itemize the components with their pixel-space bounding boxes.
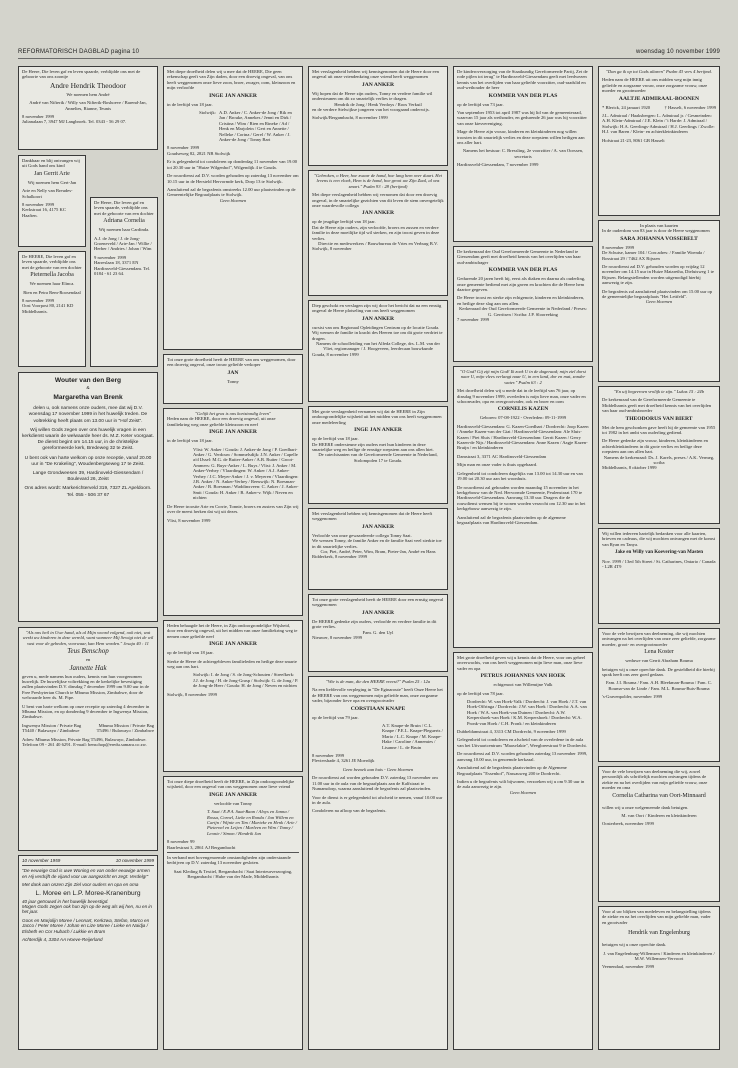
notice-name-1: Teus Benschop (67, 647, 109, 656)
thanks-van-oort (598, 766, 720, 902)
notice-address: Goudseweg 82, 2821 NB Stolwijk (167, 150, 231, 156)
notice-date: Stolwijk, 8 november (312, 246, 352, 252)
obituary-anker-school (308, 300, 448, 402)
notice-text: De HEERE gedenke zijn ouders, verloofde en verdere familie in dit grote verlies. (312, 618, 437, 630)
notice-sign: Kerkenraad der Oud Gereformeerde Gemeente in Nederland / Preses: G. Gerritsen / Scriba: J.P. Slooreeking (459, 306, 587, 317)
notice-address: Baarlestraat 3, 2861 AJ Bergambacht (167, 844, 236, 850)
obituary-anker-employer (163, 354, 303, 404)
anniversary-list: Mogen Gods zegen ook hun zijn op de weg als wij hen, nu en in het jaar. (22, 904, 152, 915)
wedding-text-3: U bent ook van harte welkom op onze receptie, vanaf 20.00 uur in "De Krakeling", Woudenbergseweg 17 te Zeist. (24, 455, 152, 467)
notice-parents: Arie en Nelly van Breudes-Schalkoort (22, 188, 73, 199)
notice-name-2: Jannette Hak (69, 663, 107, 672)
notice-intro: Tot onze grote droefheid heeft de HEERE van ons weggenomen, door een droevig ongeval, onze trouw geliefde verkoper (167, 357, 296, 368)
notice-text-2: De rouwdienst zal D.V. gehouden worden op vrijdag 12 november om 14.15 uur in Huize Mataretha, Dieluisweg 1 te Rijssen. Belangstellenden worden uitgenodigd hierbij aanwezig te zijn. (602, 264, 714, 286)
notice-text: Van september 1953 tot april 1987 was hij lid van de gemeenteraad, waarvan 15 jaar als wethouder, en gedurende 26 jaar was hij voorzitter van onze kiesvereniging. (457, 110, 587, 126)
obituary-anker-friends (308, 66, 448, 166)
notice-text: Voor de dienst is er gelegenheid tot afscheid te nemen, vanaf 10.00 uur in de aula. (312, 794, 443, 805)
notice-name: Hendrik van Engelenburg (628, 930, 690, 937)
notice-family: Dordrecht: W. van Hoek-Valk / Dordrecht: J. van Hoek / J.T. van Hoek-Offringa / Dordrecht: J.W. van Hoek / Dordrecht: A.A. van Hoek / W.A. van Hoek-van Duinen / Dordrecht: A.W. Kerpershoek-van Hoek / K.M. Kerpershoek / Dordrecht: W.A. Pronk-van Hoek / C.H. Pronk / en kleinkinderen (467, 699, 587, 726)
notice-age: op de leeftijd van 78 jaar. (457, 690, 504, 696)
notice-family: Vlist: W. Anker / Gouda: J. Anker-de Jong / P. Goedhart-Anker / G. Verdouw / Sommelsdijk: J.N. Anker / Capelle a/d IJssel: M.G. de Ruiter-Anker / A.B. Ruiter / Groot-Ammers: G. Buys-Anker / L. Buys / Vlist: J. Anker / M. Anker-Verhey / Vlaardingen: W. Anker / A.J. Anker-Verhey / J.C. Meyer-Anker / J. v. Meyeren / Vlaardingen: J.B. Anker / N. Anker-Verhey / Reeuwijk: N. Boesman-Anker / B. Boesman / Waddinxveen: C. Anker / J. Anker-Smit / Gouda: H. Anker / B. Anker-v. Wijk / Neven en nichten (193, 446, 299, 501)
notice-place: Stolwijk: (199, 110, 217, 116)
obituary-knape (308, 676, 448, 1050)
notice-date: Ridderkerk, 8 november 1999 (312, 554, 368, 560)
obituary-van-hoek (453, 652, 593, 1050)
header-left: REFORMATORISCH DAGBLAD pagina 10 (18, 49, 140, 55)
notice-intro: Diep geschokt en verslagen zijn wij door het bericht dat na een ernstig ongeval de Heere plotseling van ons heeft weggenomen (312, 303, 442, 314)
anniversary-text: Met dank aan onzen Zijn Ziel voor ouders en opa en oma (22, 882, 139, 888)
notice-name: JAN ANKER (361, 81, 395, 88)
notice-sign: Fam. G. den Uyl (362, 629, 394, 635)
wedding-ampersand: & (86, 386, 90, 391)
notice-flowers: Geen bezoek aan huis - Geen bloemen (342, 766, 414, 772)
notice-date: 7 november 1999 (457, 317, 490, 323)
notice-name: PETRUS JOHANNES VAN HOEK (480, 673, 566, 680)
wedding-text-2: Wij willen Gods zegen over ons huwelijk vragen in een kerkdienst waarin de welwaarde heer ds. M.Z. Keter voorgaat. De dienst begint om 14.15 uur, in de christelijke gereformeerde kerk, Bredeweg 32 te Zeist. (22, 427, 154, 452)
notice-name: INGE JAN ANKER (354, 427, 402, 434)
notice-flowers: Geen bloemen (645, 299, 673, 305)
notice-intro: In plaats van kaarten (639, 223, 679, 228)
notice-funeral: De rouwdienst zal worden gehouden D.V. zaterdag 13 november om 11.00 uur in de aula van de begraafplaats aan de Kalfstraat te Numansdorp, waarna aansluitend de begrafenis zal plaatsvinden. (312, 775, 438, 792)
notice-intro: Heden nam de HEERE uit ons midden weg mijn innig geliefde en zorgzame vrouw, onze zorgzame vrouw, onze moeder en grootmoeder (602, 77, 708, 94)
wedding-text-5: Ons adres wordt: Markerichterveld 319, 7327 ZL Apeldoorn. Tel. 055 - 506 37 67 (24, 486, 152, 498)
anniversary-notice-kranenburg (18, 855, 158, 1050)
wedding-name-2: Margaretha van Brenk (53, 394, 123, 402)
notice-text: Voor de vele bewijzen van deelneming die wij, zowel persoonlijk als schriftelijk mochten ontvangen tijdens de ziekte en na het overlijden van mijn geliefde vrouw, onze moeder en oma (602, 769, 708, 791)
notice-family: Hendrik de Jong / Henk Verdoys / Roos Verkuil (334, 101, 422, 107)
obituary-anker-catechism (308, 406, 448, 504)
notice-text-2: betuigen wij u onze oprechte dank. (602, 942, 667, 948)
notice-sub: verloofde van Tonny (213, 800, 253, 806)
notice-name: AALTJE ADMIRAAL-BOONEN (618, 95, 700, 102)
notice-quote: "Gelijk het gras is ons kortstondig leven" (195, 411, 271, 416)
notice-text: Gelegenheid tot condoleren en afscheid van de overledene in de aula van het Uitvaartcentrum "Maasvlakte", Weegbreestraat 9 te Dordrecht. (457, 737, 587, 748)
notice-sign: Tonny (227, 378, 239, 384)
notice-text-2: We wensen Tonny, de familie Anker en de familie Saat veel sterkte toe in dit smartelijke verlies. (312, 538, 442, 549)
notice-text: Dat de Heere zijn ouders, zijn verloofde, broers en zussen en verdere familie in deze moeilijke tijd wil sterken, en zijn troost geven in deze verlies. (312, 224, 440, 241)
notice-named: Wij noemen haar Cardinda. (98, 227, 150, 233)
notice-sign: Cor, Piet, André, Peter, Wim, Bram, Pieter-Jan, André en Hans (320, 549, 436, 555)
notice-closing: Condoleren na afloop van de begrafenis. (312, 808, 387, 814)
notice-intro: De Heere, Die leven gaf en leven spaarde, verblijdde ons met de geboorte van ons zoontje (22, 69, 141, 80)
notice-text-2: De Heere gedenke zijn vrouw, kinderen, kleinkinderen en achterkleinkinderen in dit grote verlies en heilige deze roepstem aan ons allen hart. (602, 438, 708, 455)
notice-name: Jan Gerrit Arie (34, 170, 70, 177)
notice-address: De Schutse, kamer 104 / Corr.adres: / Familie Woenda / Bosstraat 29 / 7462 AX Rijssen (602, 250, 705, 261)
notice-text: Wij wensen de familie in kracht des Heeren toe om dit grote verdriet te dragen. (312, 330, 443, 341)
notice-name: Cornelia Catharina van Oort-Minnaard (612, 792, 706, 799)
notice-name: KOMMER VAN DER PLAS (488, 267, 558, 274)
notice-family: Stolwijk: I. de Jong / S. de Jong-Schouten / Streefkerk: J.J. de Jong / H. de Jong-Grasp / Stolwijk: G. de Jong / P. de Jong-de Heer / Gouda: H. de Jong / Neven en nichten (193, 672, 299, 689)
notice-intro: Tot onze diepe droefheid heeft de HEERE, in Zijn ondoorgrondelijke wijsheid, door een ongeval van ons weggenomen onze lieve vriend (167, 779, 295, 790)
notice-date: 8 november 1999 (602, 244, 635, 250)
notice-address-3: Adres: Mbuma Mission, Private Bag T5496, Bulawayo, Zimbabwe. Telefoon 09 - 261 40 6291. E-mail: benschop@eredu.samara.co.zw. (22, 736, 147, 748)
obituary-kazen (453, 366, 593, 648)
anniversary-date-2: 10 november 1999 (115, 858, 154, 863)
notice-flowers: Geen bloemen (219, 197, 247, 203)
notice-name: INGE JAN ANKER (209, 429, 257, 436)
notice-sub: weduwe van Gerrit Abraham Bouma (625, 658, 693, 664)
notice-name: CORNELIS KAZEN (497, 406, 549, 413)
notice-quote: "Gebroken, o Heer, hoe zwaar de hand, hoe lang hem over duurt. Het levens is een vloek, Hem is de hand, hoe groot uw Zijn Zaal, al ons smart." Psalm 93 : 28 (berijmd) (314, 173, 442, 189)
obituary-vossebelt (598, 220, 720, 382)
notice-text-2: U bent van harte welkom op onze receptie op zaterdag 4 december in Mbuma Mission, en op donderdag 9 december te Ingwenya Mission, Zimbabwe. (22, 703, 150, 720)
obituary-anker-family (163, 66, 303, 350)
notice-text-3: De begrafenis zal aansluitend plaatsvinden om 15.00 uur op de gemeentelijke begraafplaats "Het Lettfeld". (602, 288, 713, 300)
birth-notice-gerrit (18, 155, 86, 247)
birth-notice-cornelia (90, 197, 158, 367)
obituary-anker-colleagues (308, 170, 448, 296)
wedding-text-1: delen u, ook namens onze ouders, mee dat wij D.V. woensdag 17 november 1999 in het huwelijk treden. De voltrekking heeft plaats om 13.00 uur in "Hof Zeist". (28, 406, 148, 424)
notice-shops: Saat Kleding & Textiel, Bergambacht / Saat Interieurverzorging, Bergambacht / Hube van der Made, Middelharnis (173, 868, 293, 880)
notice-date: Veenendaal, november 1999 (602, 964, 655, 970)
notice-sign: De catechisanten van de Gereformeerde Gemeente in Nederland, Stolompolen 17 te Gouda. (318, 452, 438, 463)
notice-text-2: Mage de Heere zijn vrouw, kinderen en kleinkinderen nog willen troosten in dit smartelijk verlies en deze roepstem willen heiligen aan ons aller hart. (457, 129, 585, 146)
notice-date: 8 november 99 (167, 839, 195, 845)
notice-family: Fam. J.I. Bouma / Fam. A.H. Bleekman-Bouma / Fam. C. Bouma-van de Linde / Fam. M.L. Bouma-Buis-Bouma (605, 680, 713, 691)
notice-age: op de leeftijd van 18 jaar. (167, 650, 214, 656)
obituary-anker-cousins (163, 620, 303, 772)
notice-age: op de jeugdige leeftijd van 18 jaar. (312, 219, 376, 225)
obituary-anker-inlaws (163, 776, 303, 1050)
engagement-notice-hak (18, 627, 158, 851)
notice-text: Met de hem geschonken gave heeft hij de gemeente van 1955 tot 1982 in het ambt van ouderling gediend. (602, 424, 716, 436)
notice-intro: De kerkenraad der Oud Gereformeerde Gemeente in Nederland te Giessendam geeft met droefheid kennis van het overlijden van haar oud-ambtsdrager (457, 249, 581, 265)
notice-family: J.L. Admiraal / Haaksbergen: L. Admiraal jr. / Gesmeinden: A.H. Klein-Admiraal / J.E. Klein / 't Harde: J. Admiraal / Stolwijk: H.A. Geerlings-Admiraal / H.J. Geerlings / Zwolle: H.J. van Baren / Klein- en achterkleinkinderen (602, 113, 715, 135)
notice-name: INGE JAN ANKER (209, 92, 257, 99)
notice-text-4: Indien u de begrafenis wilt bijwonen, verzoeken wij u om 9.30 uur in de aula aanwezig te zijn. (457, 778, 585, 790)
notice-text: Voor al uw blijken van medeleven en belangstelling tijdens de ziekte en na het overlijden van mijn geliefde man, vader en grootvader (602, 909, 711, 925)
notice-name: JAN ANKER (361, 315, 395, 322)
notice-sign: Namens de kerkenraad: Ds. J. Karels, preses / A.K. Vermeg, scriba (603, 454, 715, 466)
notice-text-3: De rouwdienst zal gehouden worden maandag 15 november in het kerkgebouw van de Ned. Hervormde Gemeente, Peulenstraat 170 te Hardinxveld-Giessendam. Aanvang 13.30 uur. Dragers die de rouwdienst wensen bij te wonen worden verzocht om 12.30 uur in het kerkgebouw aanwezig te zijn. (457, 484, 586, 512)
notice-quote: "Wie is de man, die den HEERE vreest?" Psalm 25 : 12a (325, 679, 431, 684)
notice-name: JAN ANKER (361, 210, 395, 217)
notice-text: Voor de vele bewijzen van deelneming, die wij mochten ontvangen na het overlijden van onze zeer geliefde, zorgzame moeder, groot- en overgrootmoeder (602, 631, 716, 647)
notice-name: JAN ANKER (361, 609, 395, 616)
obituary-anker-coworkers (308, 508, 448, 590)
notice-dates: Geboren: 07-08-1922 - Overleden: 09-11-1999 (479, 415, 567, 421)
notice-named: We noemen hem André (66, 91, 110, 97)
notice-name: KOMMER VAN DER PLAS (488, 92, 558, 99)
anniversary-date-1: 10 november 1959 (22, 858, 61, 863)
notice-intro: Tot onze grote verslagenheid heeft de HEERE door een ernstig ongeval weggenomen (312, 597, 444, 608)
notice-date: Vlist, 8 november 1999 (167, 517, 211, 523)
anniversary-address: Achterdijk 4, 3304 AA Hoeve-Reijerland (22, 937, 103, 943)
birth-notice-theodoor (18, 66, 158, 150)
notice-address: Nov. 1999 / 13ed 5th Street / St. Catharines, Ontario / Canada - L2R 4T9 (602, 558, 716, 570)
notice-intro: Met diepe droefheid delen wij u mee dat de HEERE, Die geen rekenschap geeft van Zijn daden, door een droevig ongeval, van ons heeft weggenomen onze lieve zoon, broer, zwager, oom, kleinzoon en mijn verloofde (167, 69, 296, 91)
notice-text-3: Aansluitend zal de begrafenis plaatsvinden op de Algemene Begraafplaats "Essenhof", Nassauweg 200 te Dordrecht. (457, 765, 567, 776)
notice-name: Andre Hendrik Theodoor (49, 80, 127, 90)
obituary-admiraal (598, 66, 720, 216)
notice-text-2: Gelegenheid tot condoleren dagelijks van 13.00 tot 14.30 uur en van 19.00 tot 20.30 uur aan het woonhuis. (457, 470, 583, 482)
notice-sign: J. van Engelenburg-Willemsen / Kinderen en kleinkinderen / M.W. Willemsen-Vervoort (603, 950, 715, 962)
notice-text: geven u, mede namens hun ouders, kennis van hun voorgenomen huwelijk. De huwelijkse voltrekking en de kerkelijke bevestiging zullen plaatsvinden D.V. dinsdag 7 december 1999 om 9.00 uur in de Free Presbyterian Church te Mbuma Mission, Zimbabwe, door de welwaarde heer ds. M. Pipe. (22, 673, 149, 701)
notice-date: Oosterbeek, november 1999 (602, 821, 654, 827)
anniversary-kids: Goos en Marjolijn Moree / Lennart, Kerkzwa, Stefan, Marco en Jacco / Peter Moree / Johan en Lize Moree / Lieke en Naidja / Elsbeth en Cor Hubach / Lukkie en Bram (22, 917, 150, 934)
notice-born: * Blerick, 24 januari 1920 (602, 104, 651, 110)
notice-text: Wij willen iedereen hartelijk bedanken voor alle kaarten, brieven en cadeaus, die wij mochten ontvangen met de komst van Ryan en Tanya. (602, 531, 716, 547)
notice-family: Hardinxveld-Giessendam: G. Kazen-Goedhart / Dordrecht: Joop Kazen / Anneke Kazen-van der Giat / Hardinxveld-Giessendam: Ale Sluis-Kazen / Piet Sluis / Hardinxveld-Giessendam: Gerrit Kazen / Gerry Kazen-de Nijs / Hardinxveld-Giessendam: Anne Kazen / Aagje Kazen-Bruijn / en kleinkinderen (457, 423, 589, 451)
notice-text: Gedurende 20 jaren heeft hij, eerst als diaken en daarna als ouderling, onze gemeente bediend met zijn gaven en krachten die de Heere hem daartoe gegeven. (457, 276, 586, 293)
notice-age: op de leeftijd van 73 jaar. (457, 101, 504, 107)
notice-age: in de leeftijd van 18 jaar. (167, 438, 213, 444)
anniversary-names: L. Moree en L.P. Moree-Kranenburg (35, 889, 141, 897)
notice-name: Jake en Willy van Koevering-van Masten (614, 550, 703, 556)
notice-date: 9 november 1999 (94, 254, 127, 260)
notice-name: JAN (227, 369, 239, 376)
notice-intro: Met droefheid delen wij u mede dat in de leeftijd van 76 jaar, op dinsdag 9 november 1999, overleden is mijn lieve man, onze vader en schoonvader, opa en overgrootvader, ook en broer en oom (457, 388, 586, 405)
notice-after: Aansluitend zal de begrafenis omstreeks 12.00 uur plaatsvinden op de Gemeentelijke Begraafplaats te Stolwijk. (167, 186, 296, 198)
notice-intro: Heden behaagde het de Heere, in Zijn ondoorgrondelijke Wijsheid, door een droevig ongeval, uit het midden van onze familiekring weg te nemen onze geliefde neef (167, 623, 298, 639)
notice-date: Stolwijk/Bergambacht, 8 november 1999 (312, 115, 388, 121)
notice-intro: De kinderoverzorging van de Staatkundig Gereformeerde Partij, Zet de rode pijlen tot terug" te Hardinxveld-Giessendam geeft met leedwezen kennis van het overlijden van haar geliefde voorzitter, oud-raadslid en oud-wethouder de heer (457, 69, 588, 91)
notice-family: T. Saat / E.P.A. Saat-Baan / Aloys en Janna / Rossa, Cornel, Lieke en Ronda / Jan Willem en Carijn / Wijnie en Tim / Marieke en Henk / Arie / Pieternel en Leijen / Marleen en Wim / Tonny / Leonie / Simon / Hendrik Jan (207, 809, 297, 836)
notice-sub: cursist van ons Regionaal Opleidingen Centrum op de locatie Gouda. (312, 324, 440, 330)
notice-intro: Met diepe verslagenheid hebben wij vernomen dat door een droevig ongeval, in de smartelijke gezichten van dit leven de stem onvergetelijk onze waardevolle collega (312, 192, 444, 209)
notice-address: Damstraat 3, 3371 AC Hardinxveld-Giessendam (457, 453, 547, 459)
notice-text: Sterke de Heere de achtergebleven familieleden en heilige deze smarte weg aan ons hart. (167, 658, 297, 670)
notice-date: 's-Gravenpolder, november 1999 (602, 694, 663, 700)
notice-sign: M. van Oort / Kinderen en kleinkinderen (621, 813, 697, 819)
notice-intro: De kerkenraad van de Gereformeerde Gemeente te Middelharnis geeft met droefheid kennis van het overlijden van haar oud-ambtsbroeder (602, 397, 712, 414)
notice-address-1: Ingwenya Mission / Private Bag T5440 / Bulawayo / Zimbabwe (22, 722, 82, 734)
notice-address: Hofstraat 21-23, 8061 GB Hasselt (602, 137, 665, 143)
notice-age: op de leeftijd van 79 jaar. (312, 714, 359, 720)
notice-name: INGE JAN ANKER (209, 791, 257, 798)
notice-name: JAN ANKER (361, 523, 395, 530)
notice-text: In de ouderdom van 83 jaar is door de Heere weggenomen (602, 228, 710, 234)
notice-date: Hardinxveld-Giessendam, 7 november 1999 (457, 162, 539, 168)
anniversary-sub: 40 jaar getrouwd in het huwelijk bevestigd. (22, 898, 109, 904)
notice-text: Mijn man en onze vader is thuis opgebaard. (457, 462, 538, 468)
notice-address: Julianalaan 7, 3947 MJ Langbroek. Tel. 0343 - 56 29 07. (22, 119, 127, 125)
obituary-anker-grandparents (163, 408, 303, 616)
notice-address: Pleviershade 4, 3261 JE Moerdijk (312, 758, 375, 764)
notice-date: Gouda, 8 november 1999 (312, 351, 359, 357)
notice-intro: De HEERE, Die leven gaf en leven spaarde, verblijdde ons met de geboorte van een dochter (22, 254, 82, 270)
notice-sign: Namens het bestuur: C. Bressling, 2e voorzitter / A. van Oorssen, secretaris (462, 148, 584, 159)
notice-quote: "Dan ga ik op tot Gods altaren" Psalm 43 vers 4 berijmd. (605, 69, 713, 74)
notice-bottom: In verband met bovengenoemde omstandigheden zijn onderstaande bedrijven op D.V. zaterdag 13 november gesloten. (167, 855, 291, 866)
notice-age: in de leeftijd van 18 jaar. (167, 101, 213, 107)
notice-date: 8 november 1999 (312, 753, 345, 759)
notice-text-2: willen wij u onze welgemeende dank betuigen. (602, 804, 689, 810)
notice-text-2: De rouwdienst zal D.V. worden gehouden zaterdag 13 november 1999, aanvang 10.00 uur, in genoemde kerkzaal. (457, 751, 588, 762)
notice-family: A.T. Knape-de Bruin / C.L. Knape / P.E.L. Knape-Pleguerts / Mario / L.C. Knape / M. Knape-Hake / Caroline / Annemies / Lisanne / L. de Bruin (382, 723, 443, 750)
notice-text-2: De Heere troost en sterke zijn echtgenote, kinderen en kleinkinderen, en heilige deze slag aan ons allen. (457, 295, 585, 306)
header-right: woensdag 10 november 1999 (635, 49, 720, 55)
notice-name: THEODORUS VAN BIERT (625, 415, 693, 422)
notice-intro: Dankbaar en blij ontvangen wij uit Gods hand ons kind (22, 158, 80, 169)
notice-name: Pieternella Jacoba (30, 272, 74, 279)
birth-notice-pieternella (18, 251, 86, 367)
notice-text-2: betuigen wij u onze oprechte dank. De gesteldheid die hierbij sprak heeft ons zeer goed gedaan. (602, 666, 715, 678)
anniversary-quote: "De eeuwige God is uwe Woning en van onder eeuwige armen en Hij verdrijft de vijand voor uw aangezicht en zegt: Verdelg!" (22, 868, 150, 879)
notice-parents: André van Nifterik / Willy van Nifterik-Boshoeve / Barend-Jan, Annelies, Rianne, Teunis (29, 100, 147, 111)
notice-quote: "O God! Gij zijt mijn God! Ik zoek U in de dageraad; mijn ziel dorst naar U, mijn vlees verlangt naar U, in een land, dor en mat, zonder water." Psalm 63 : 2 (460, 369, 586, 385)
notice-date: Nieuwer, 8 november 1999 (312, 635, 363, 641)
notice-intro: Met grote verslagenheid vernamen wij dat de HEERE in Zijn ondoorgrondelijke wijsheid uit het midden van ons heeft weggenomen onze medeleerling (312, 409, 442, 425)
notice-parents: Rien en Petra Rem-Roosendaal (23, 289, 81, 295)
notice-funeral: Er is gelegenheid tot condoleren op donderdag 11 november van 19.00 tot 20.30 uur in "Huize Wilgenhof", Wilgendijk 4 te Gouda. (167, 159, 298, 170)
notice-named: Wij noemen hem Gert-Jan (27, 179, 77, 185)
notice-flowers: Geen bloemen (509, 789, 537, 795)
notice-address: Dubbeldamstraat 4, 3313 CM Dordrecht, 9 november 1999 (457, 729, 566, 735)
notice-text: De Heere troostte Arie en Corrie, Tonnie, broers en zusters van Zijn wij over de meest herken dat wij uit dezes. (167, 503, 299, 515)
notice-age: op de leeftijd van 18 jaar. (312, 436, 359, 442)
notice-date: Stolwijk, 8 november 1999 (167, 691, 218, 697)
wedding-name-1: Wouter van den Berg (54, 377, 122, 384)
notice-date: 8 november 1999 (22, 298, 55, 304)
notice-intro: Na een liefdevolle verpleging in "De Eginaroute" heeft Onze Heere het de HEERE van ons weggenomen mijn geliefde man, onze zorgzame vader, bijzonder lieve opa en overgrootvader (312, 687, 443, 704)
notice-intro: Heden nam de HEERE, door een droevig ongeval, uit onze familiekring weg onze geliefde kleinzoon en neef (167, 416, 276, 427)
thanks-van-engelenburg (598, 906, 720, 1050)
notice-date: 8 november 1999 (22, 114, 55, 120)
page-header (18, 46, 720, 59)
notice-sign: Directie en medewerkers / Bouwbureau de Vries en Verburg B.V. (318, 241, 438, 247)
obituary-plas-party (453, 66, 593, 242)
notice-name: Adriana Cornelia (103, 218, 145, 225)
notice-name: Lena Koster (644, 649, 674, 656)
notice-intro: Met verslagenheid hebben wij kennisgenomen dat de Heere heeft weggenomen (312, 511, 433, 522)
notice-intro: Met verslagenheid hebben wij kennisgenomen dat de Heere door een ongeval uit onze vriendenkring onze vriend heeft weggenomen (312, 69, 439, 80)
notice-date: Middelharnis, 8 oktober 1999 (602, 465, 657, 471)
notice-service: De rouwdienst zal D.V. worden gehouden op zaterdag 13 november om 10.15 uur in de Hersteld Hervormde kerk, Dorp 13 te Stolwijk. (167, 173, 299, 184)
notice-text-2: en de verdere Stelwijkse jongeren van het voorgaand onderwijs. (312, 107, 430, 113)
notice-date: 8 november 1999 (22, 202, 55, 208)
notice-address-2: Mbuma Mission / Private Bag T5496 / Bulawayo / Zimbabwe (96, 722, 154, 734)
notice-quote: "Als ons heil in Uwe hand, als al Mijn woord volgend, ook niet, wat werkt uw kinderen in deze wereld, want wanneer Mij Sewigt niet de wil vast voor de gebeden, voorwaar, kan Hem worden." Jesaja 40 : 11 (22, 630, 154, 646)
notice-text-4: Aansluitend zal de begrafenis plaatsvinden op de algemene begraafplaats van Hardinxveld-Giessendam. (457, 514, 566, 525)
notice-and: en (85, 657, 91, 663)
notice-intro: De Heere, Die leven gaf en leven spaarde, verblijdde ons met de geboorte van een dochter (94, 200, 154, 216)
notice-address: Oost Voorpost 80, 2141 KD Middelharnis. (22, 303, 74, 314)
notice-text: Wij hopen dat de Heere zijn ouders, Tonny en verdere familie wil ondersteunen om dit zo smartelijk verlies te dragen. (312, 90, 433, 102)
notice-address: Kerkstraat 16, 4175 KC Haaften. (22, 207, 66, 218)
wedding-text-4: Lange Grondweesen 39, Hardinxveld-Giessendam / Boulevard 26, Zeist (32, 471, 144, 483)
notice-intro: Met grote droefheid geven wij u kennis dat de Heere, voor ons geheel onverwachts, van ons heeft weggenomen mijn lieve man, onze lieve vader en opa (457, 655, 586, 671)
notice-name: CORSTIAAN KNAPE (350, 705, 406, 712)
notice-name: SARA JOHANNA VOSSEBELT (620, 235, 698, 242)
notice-sub: echtgenoot van Willemijne Valk (493, 682, 553, 688)
notice-text: De HEERE ondersteune zijn ouders met hun kinderen in deze smartelijke weg en heilige de ernstige roepstem aan ons allen hiet. (312, 441, 434, 453)
notice-sign: Namens de schoolleiding van het Alfeda College, drs. L.M. van der Vliet, regiomanager / J. Hoogeveen, leerdecaan bouwkunde (316, 341, 440, 352)
notice-quote: "En uij begeeroen vrolijk te zijn." Lukas 15 : 24b (613, 389, 705, 394)
notice-family: A.D. Anker / C. Anker-de Jong / Rik en Jan / Brouke, Annekes / Jenni en Dirk / Cristina / Wim / Rien en Rineke / Ad / Henk en Marjolein / Gert en Annette / Nelleke / Corina / Gerel / W. Anker / J. Anker-de Jong / Tonny Bart (219, 110, 292, 143)
notice-died: † Hasselt, 6 november 1999 (664, 104, 716, 110)
wedding-notice (18, 372, 158, 622)
obituary-anker-uyl (308, 594, 448, 672)
obituary-plas-church (453, 246, 593, 362)
notice-text: Verloofde van onze gewaardeerde collega Tonny Saat. (312, 532, 412, 538)
notice-address: Harreslaan 18, 3371 EN Hardinxveld-Giessendam. Tel. 0184 - 61 23 64. (94, 260, 151, 277)
thanks-koster (598, 628, 720, 762)
notice-named: We noemen haar Elinca. (29, 281, 75, 287)
thanks-koevering (598, 528, 720, 624)
notice-name: INGE JAN ANKER (209, 641, 257, 648)
obituary-van-biert (598, 386, 720, 524)
notice-family: A.J. de Jong / J. de Jong-Groeneveld / Arie-Jan / Willie / Herber / Andries / Johan / Wim (94, 235, 152, 252)
notice-date: 8 november 1999 (167, 145, 200, 151)
